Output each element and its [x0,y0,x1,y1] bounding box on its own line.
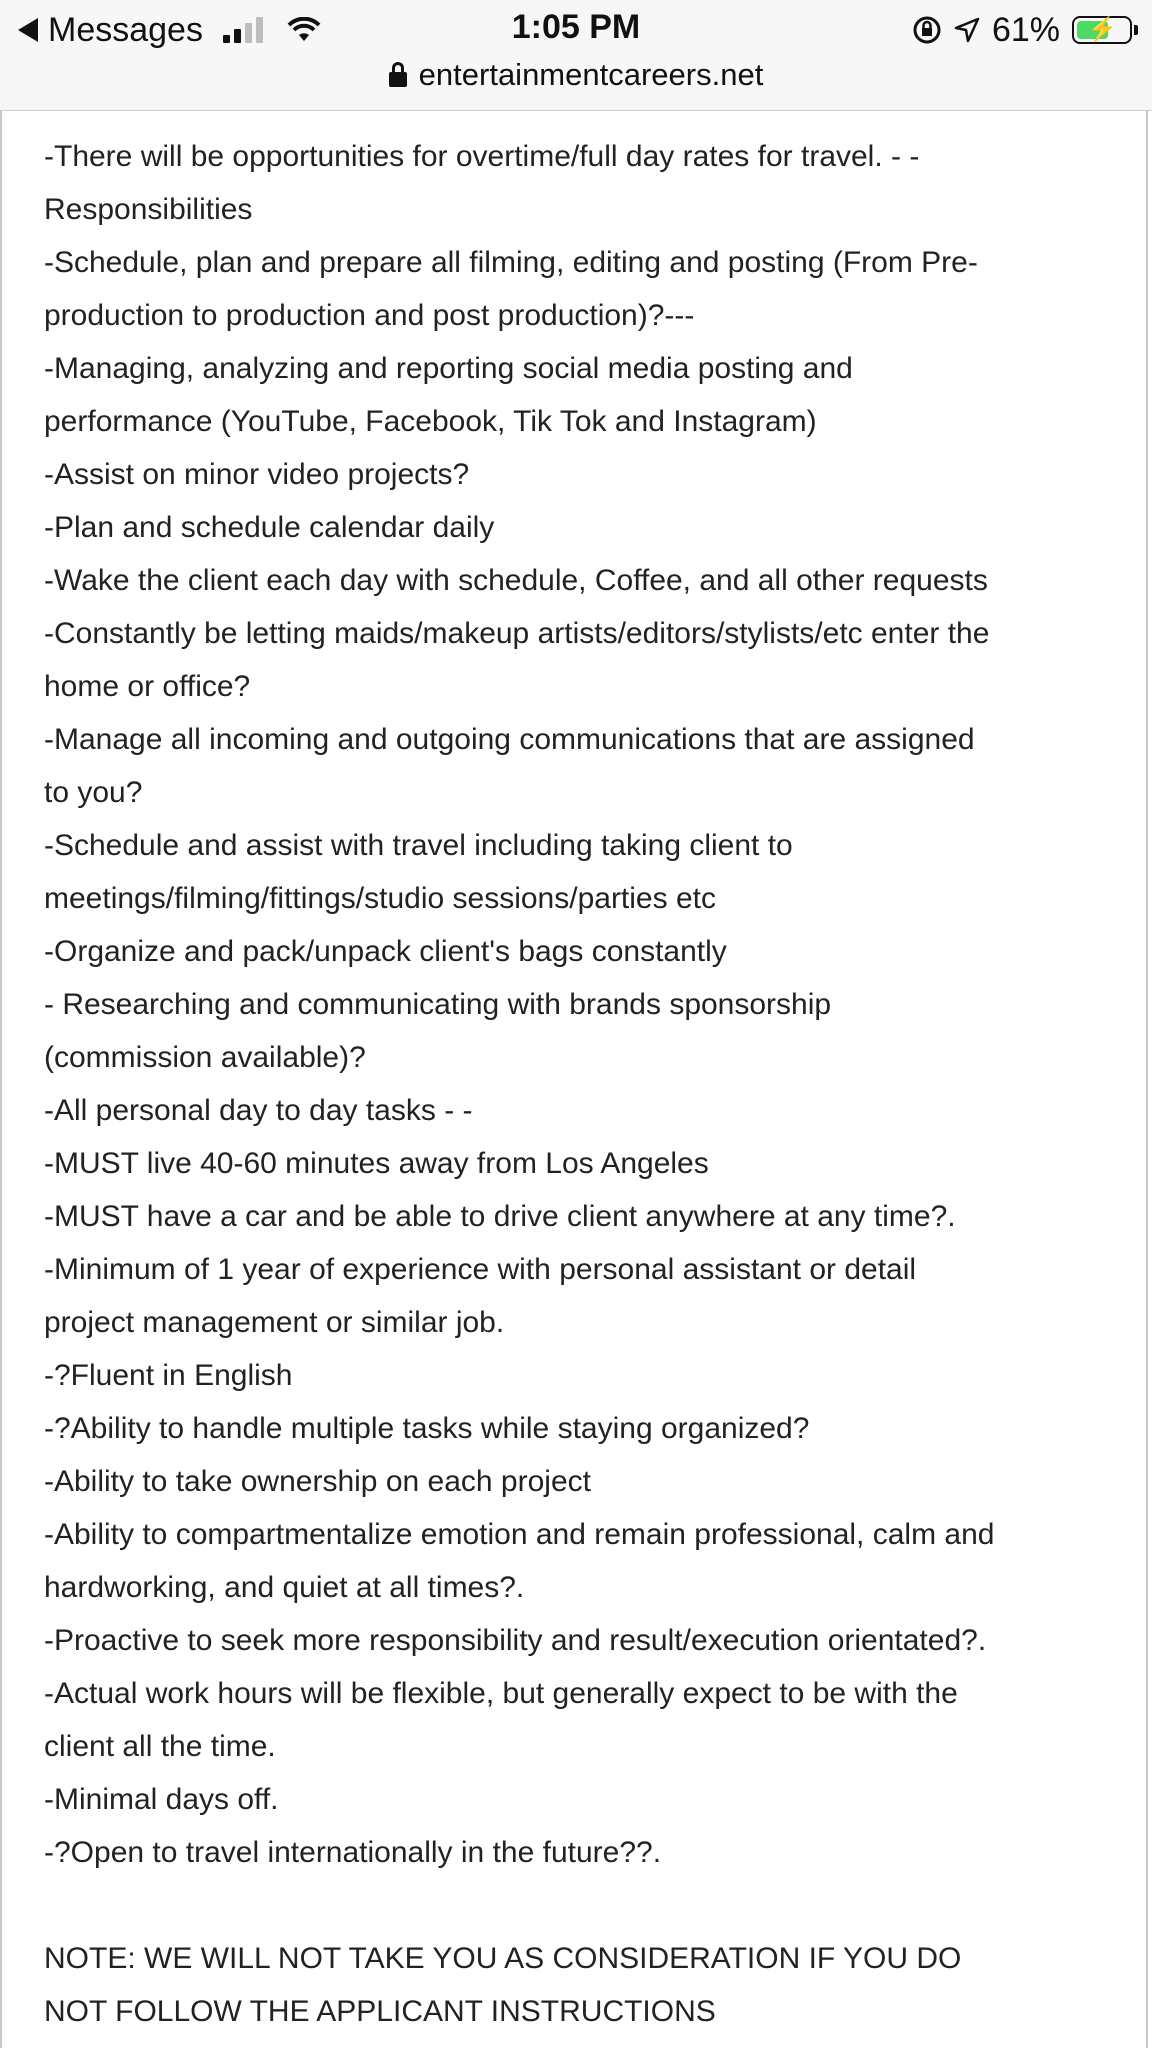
page-border [1146,110,1148,2048]
text-line: -All personal day to day tasks - - [44,1094,473,1127]
text-line: -Organize and pack/unpack client's bags constantly [44,935,727,968]
text-line: -Actual work hours will be flexible, but generally expect to be with the [44,1677,958,1710]
charging-bolt-icon: ⚡ [1087,16,1117,43]
text-line: -MUST have a car and be able to drive client anywhere at any time?. [44,1200,956,1233]
text-line: hardworking, and quiet at all times?. [44,1571,525,1604]
address-bar[interactable] [0,52,1152,98]
text-line: client all the time. [44,1730,276,1763]
lock-icon [389,62,407,88]
text-line: -Managing, analyzing and reporting social media posting and [44,352,853,385]
applicant-note [44,1932,1134,2038]
orientation-lock-icon [912,15,942,45]
text-line: -?Open to travel internationally in the future??. [44,1836,662,1869]
text-line: -There will be opportunities for overtime/full day rates for travel. - - [44,140,920,173]
text-line: -Schedule and assist with travel including taking client to [44,829,793,862]
clock: 1:05 PM [511,8,641,46]
location-icon [954,17,980,43]
text-line: - Researching and communicating with brands sponsorship [44,988,832,1021]
status-bar [0,0,1152,111]
text-line: (commission available)? [44,1041,366,1074]
text-line: meetings/filming/fittings/studio sessions/parties etc [44,882,716,915]
text-line: -?Fluent in English [44,1359,293,1392]
responsibilities-list [44,130,1134,1879]
text-line: -MUST live 40-60 minutes away from Los Angeles [44,1147,709,1180]
text-line: -Proactive to seek more responsibility and result/execution orientated?. [44,1624,987,1657]
text-line: performance (YouTube, Facebook, Tik Tok and Instagram) [44,405,817,438]
page-border [0,110,2,2048]
back-label: Messages [48,10,203,49]
text-line: -?Ability to handle multiple tasks while staying organized? [44,1412,810,1445]
text-line: -Ability to compartmentalize emotion and remain professional, calm and [44,1518,995,1551]
note-line: NOT FOLLOW THE APPLICANT INSTRUCTIONS [44,1995,716,2028]
text-line: -Wake the client each day with schedule, Coffee, and all other requests [44,564,988,597]
text-line: Responsibilities [44,193,253,226]
text-line: -Minimum of 1 year of experience with personal assistant or detail [44,1253,917,1286]
battery-nub [1134,25,1138,35]
text-line: -Plan and schedule calendar daily [44,511,495,544]
text-line: -Schedule, plan and prepare all filming, editing and posting (From Pre- [44,246,978,279]
text-line: production to production and post production)?--- [44,299,695,332]
text-line: home or office? [44,670,251,703]
status-indicators [912,8,1138,52]
text-line: -Assist on minor video projects? [44,458,470,491]
battery-percent: 61% [991,10,1060,49]
text-line: to you? [44,776,143,809]
battery-icon [1072,16,1132,44]
text-line: -Minimal days off. [44,1783,279,1816]
note-line: NOTE: WE WILL NOT TAKE YOU AS CONSIDERATION IF YOU DO [44,1942,962,1975]
text-line: project management or similar job. [44,1306,505,1339]
text-line: -Ability to take ownership on each project [44,1465,591,1498]
paragraph-spacer [44,1879,1134,1932]
job-description [44,130,1134,2038]
text-line: -Manage all incoming and outgoing communications that are assigned [44,723,975,756]
text-line: -Constantly be letting maids/makeup artists/editors/stylists/etc enter the [44,617,990,650]
url-text: entertainmentcareers.net [418,57,764,92]
